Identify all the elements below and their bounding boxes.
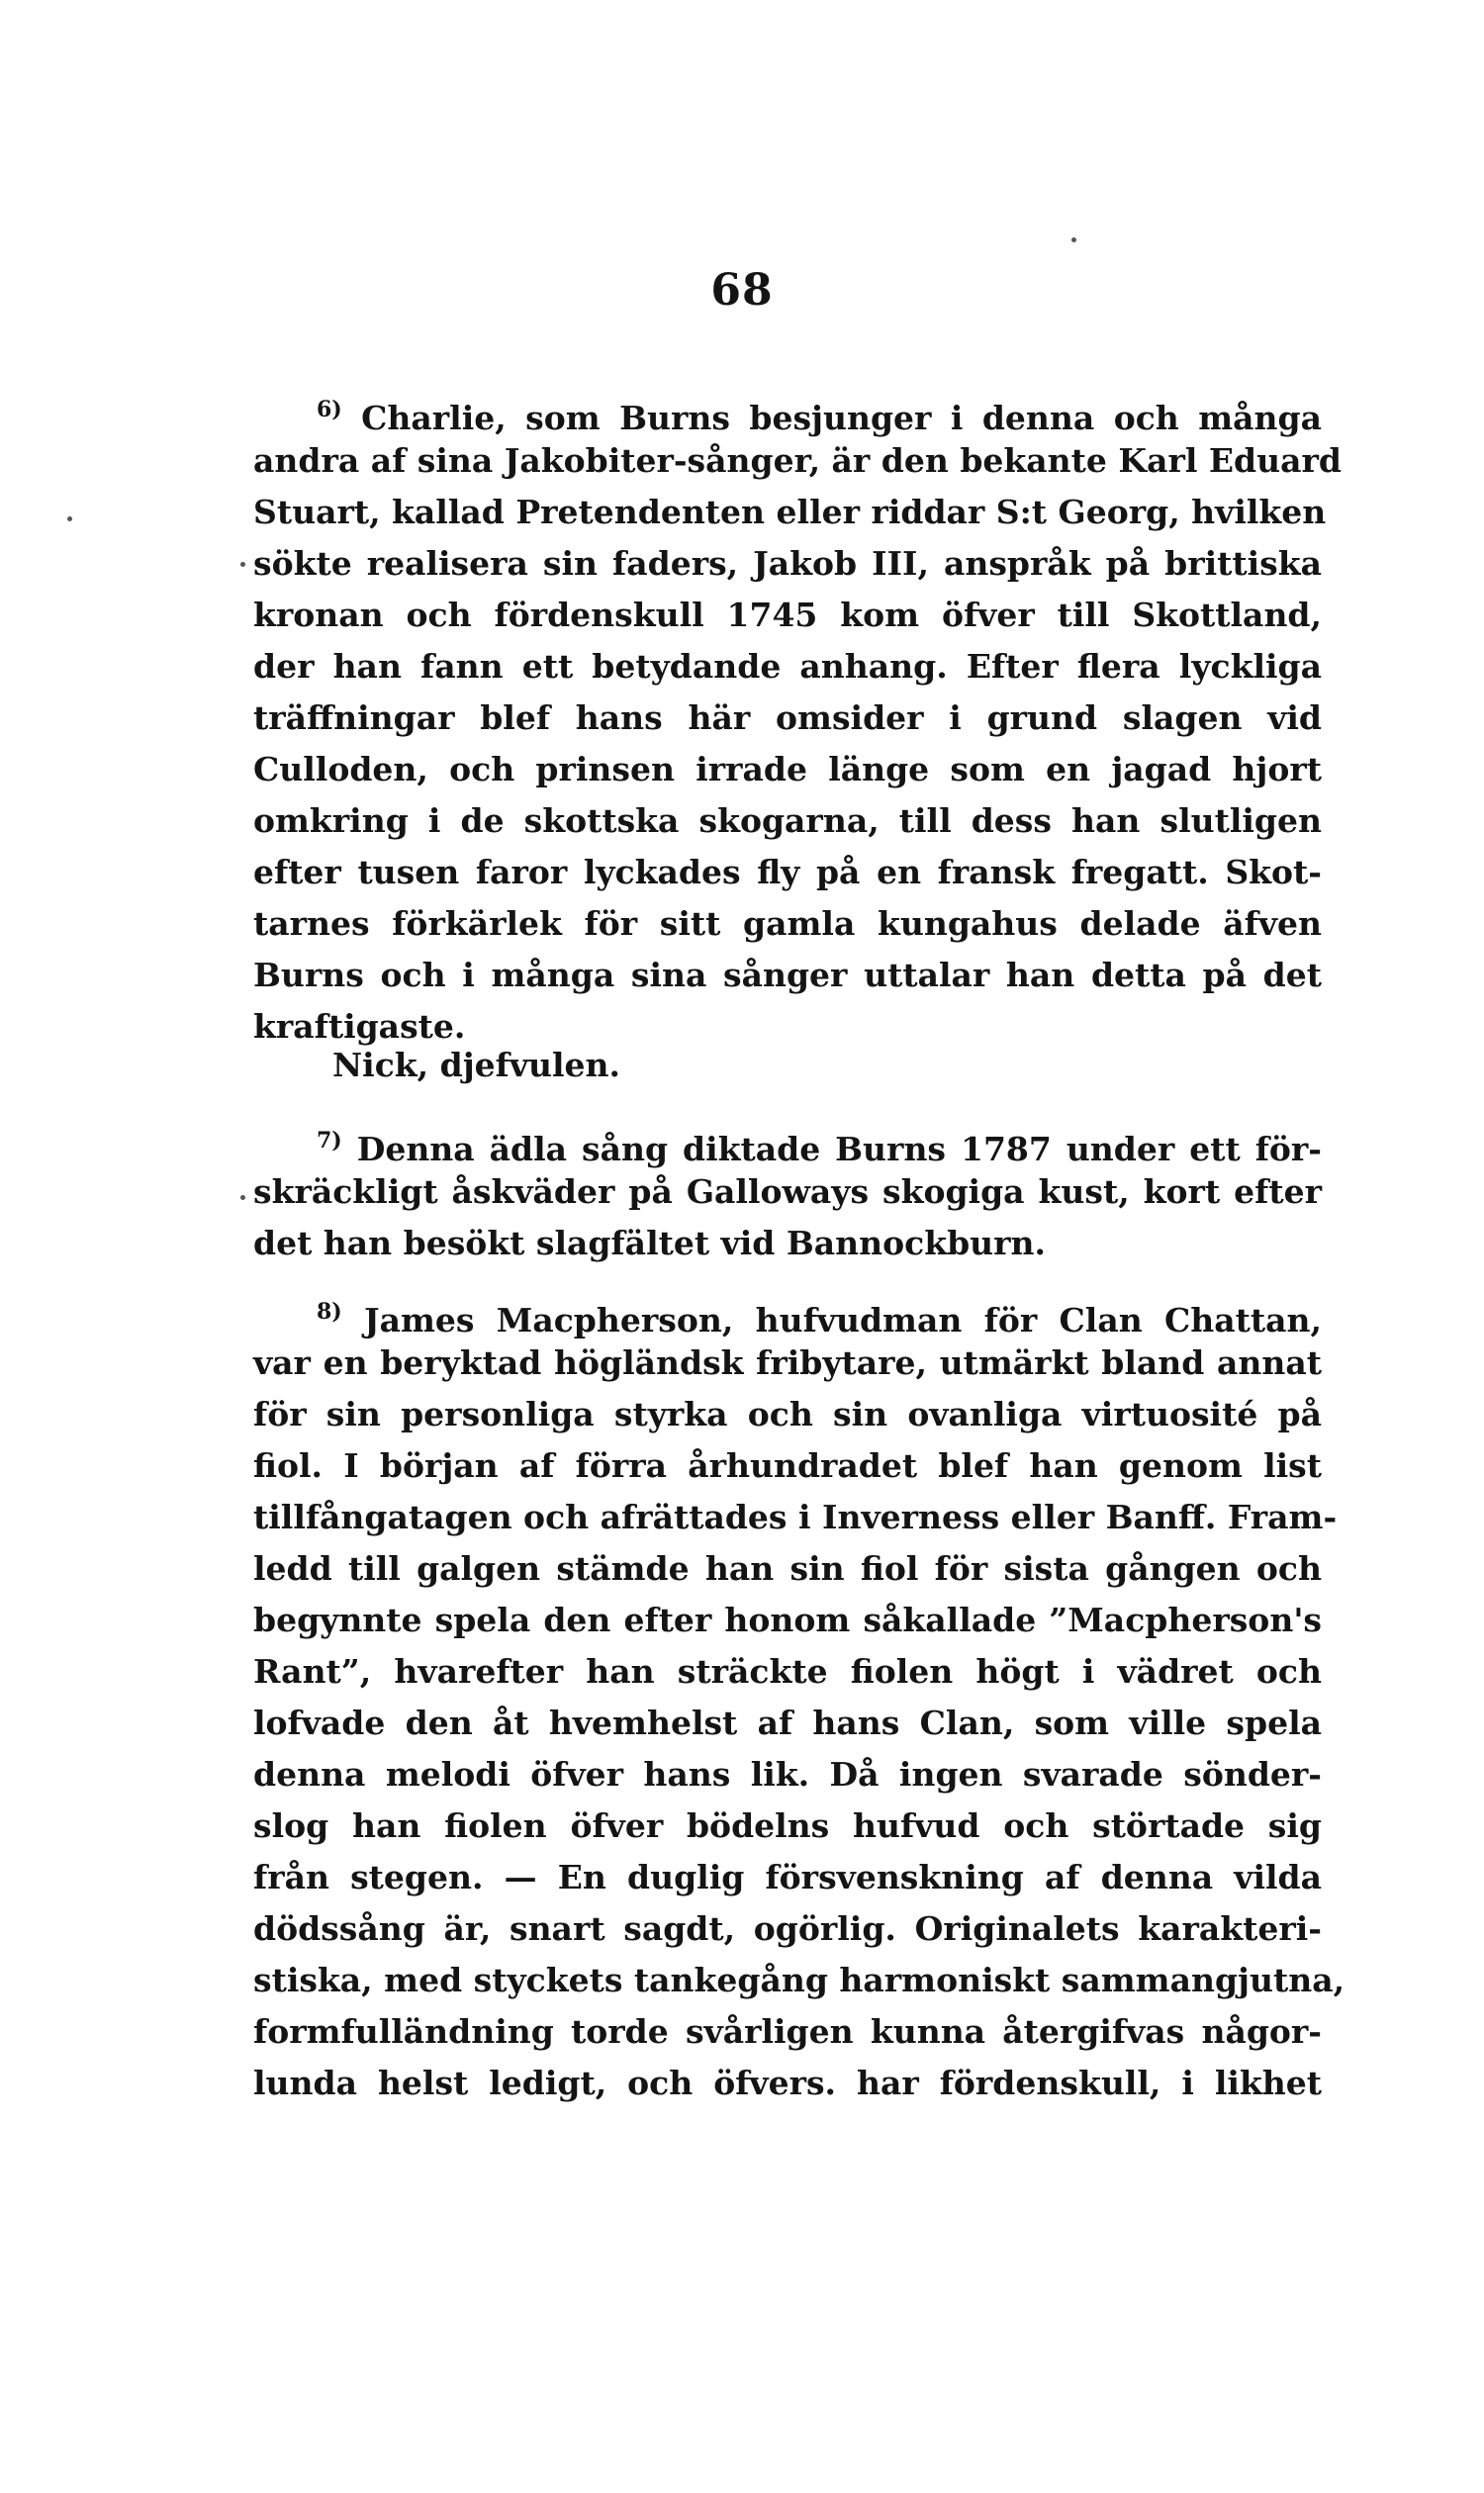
footnote-7-line: skräckligt åskväder på Galloways skogiga kust, kort efter	[253, 1172, 1322, 1211]
footnote-8	[253, 1286, 1345, 2109]
footnote-7	[253, 1115, 1322, 1269]
footnote-8-line: formfulländning torde svårligen kunna återgifvas någor-	[253, 2012, 1322, 2051]
footnote-6-line: omkring i de skottska skogarna, till dess han slutligen	[253, 801, 1322, 840]
footnote-6-line: tarnes förkärlek för sitt gamla kungahus delade äfven	[253, 904, 1322, 943]
footnote-6-line: kraftigaste.	[253, 1007, 466, 1046]
footnote-8-line: tillfångatagen och afrättades i Inverness eller Banff. Fram-	[253, 1498, 1338, 1536]
footnote-8-line: ledd till galgen stämde han sin fiol för sista gången och	[253, 1549, 1322, 1588]
footnote-8-line: slog han fiolen öfver bödelns hufvud och störtade sig	[253, 1806, 1322, 1845]
nick-line: Nick, djefvulen.	[332, 1046, 621, 1084]
scan-speck	[240, 562, 245, 567]
scan-speck	[67, 516, 72, 521]
footnote-7-line: $^{7)}$ Denna ädla sång diktade Burns 1787 under ett för-	[317, 1128, 1322, 1168]
footnote-marker: 8)	[317, 1299, 342, 1325]
footnote-6-line: andra af sina Jakobiter-sånger, är den bekante Karl Eduard	[253, 441, 1342, 480]
page-number: 68	[710, 265, 774, 316]
footnote-8-line: Rant”, hvarefter han sträckte fiolen högt i vädret och	[253, 1652, 1322, 1691]
nick-entry	[253, 1040, 1322, 1091]
footnote-6-line: der han fann ett betydande anhang. Efter flera lyckliga	[253, 647, 1322, 686]
footnote-8-line: begynnte spela den efter honom såkallade ”Macpherson's	[253, 1601, 1322, 1639]
footnote-8-line: $^{8)}$ James Macpherson, hufvudman för Clan Chattan,	[317, 1299, 1322, 1339]
footnote-marker: 7)	[317, 1128, 342, 1154]
footnote-8-line: för sin personliga styrka och sin ovanliga virtuosité på	[253, 1395, 1322, 1433]
footnote-6	[253, 384, 1342, 1053]
scan-speck	[1071, 237, 1076, 242]
scan-speck	[240, 1195, 245, 1200]
footnote-8-line: fiol. I början af förra århundradet blef han genom list	[253, 1446, 1322, 1485]
footnote-6-line: Stuart, kallad Pretendenten eller riddar S:t Georg, hvilken	[253, 493, 1327, 531]
footnote-8-line: lunda helst ledigt, och öfvers. har fördenskull, i likhet	[253, 2064, 1322, 2102]
footnote-marker: 6)	[317, 397, 342, 422]
footnote-8-line: denna melodi öfver hans lik. Då ingen svarade sönder-	[253, 1755, 1322, 1794]
footnote-6-line: $^{6)}$ Charlie, som Burns besjunger i denna och många	[317, 397, 1322, 437]
footnote-6-line: sökte realisera sin faders, Jakob III, anspråk på brittiska	[253, 544, 1322, 583]
footnote-8-line: var en beryktad högländsk fribytare, utmärkt bland annat	[253, 1343, 1322, 1382]
footnote-8-line: dödssång är, snart sagdt, ogörlig. Originalets karakteri-	[253, 1909, 1322, 1948]
footnote-6-line: Burns och i många sina sånger uttalar han detta på det	[253, 956, 1322, 994]
footnote-6-line: Culloden, och prinsen irrade länge som en jagad hjort	[253, 750, 1322, 788]
footnote-8-line: stiska, med styckets tankegång harmoniskt sammangjutna,	[253, 1961, 1345, 1999]
footnote-6-line: efter tusen faror lyckades fly på en fransk fregatt. Skot-	[253, 853, 1322, 891]
footnote-8-line: lofvade den åt hvemhelst af hans Clan, som ville spela	[253, 1704, 1322, 1742]
footnote-7-line: det han besökt slagfältet vid Bannockburn.	[253, 1224, 1047, 1262]
footnote-6-line: kronan och fördenskull 1745 kom öfver till Skottland,	[253, 596, 1322, 634]
footnote-8-line: från stegen. — En duglig försvenskning af denna vilda	[253, 1858, 1322, 1896]
footnote-6-line: träffningar blef hans här omsider i grund slagen vid	[253, 698, 1322, 737]
